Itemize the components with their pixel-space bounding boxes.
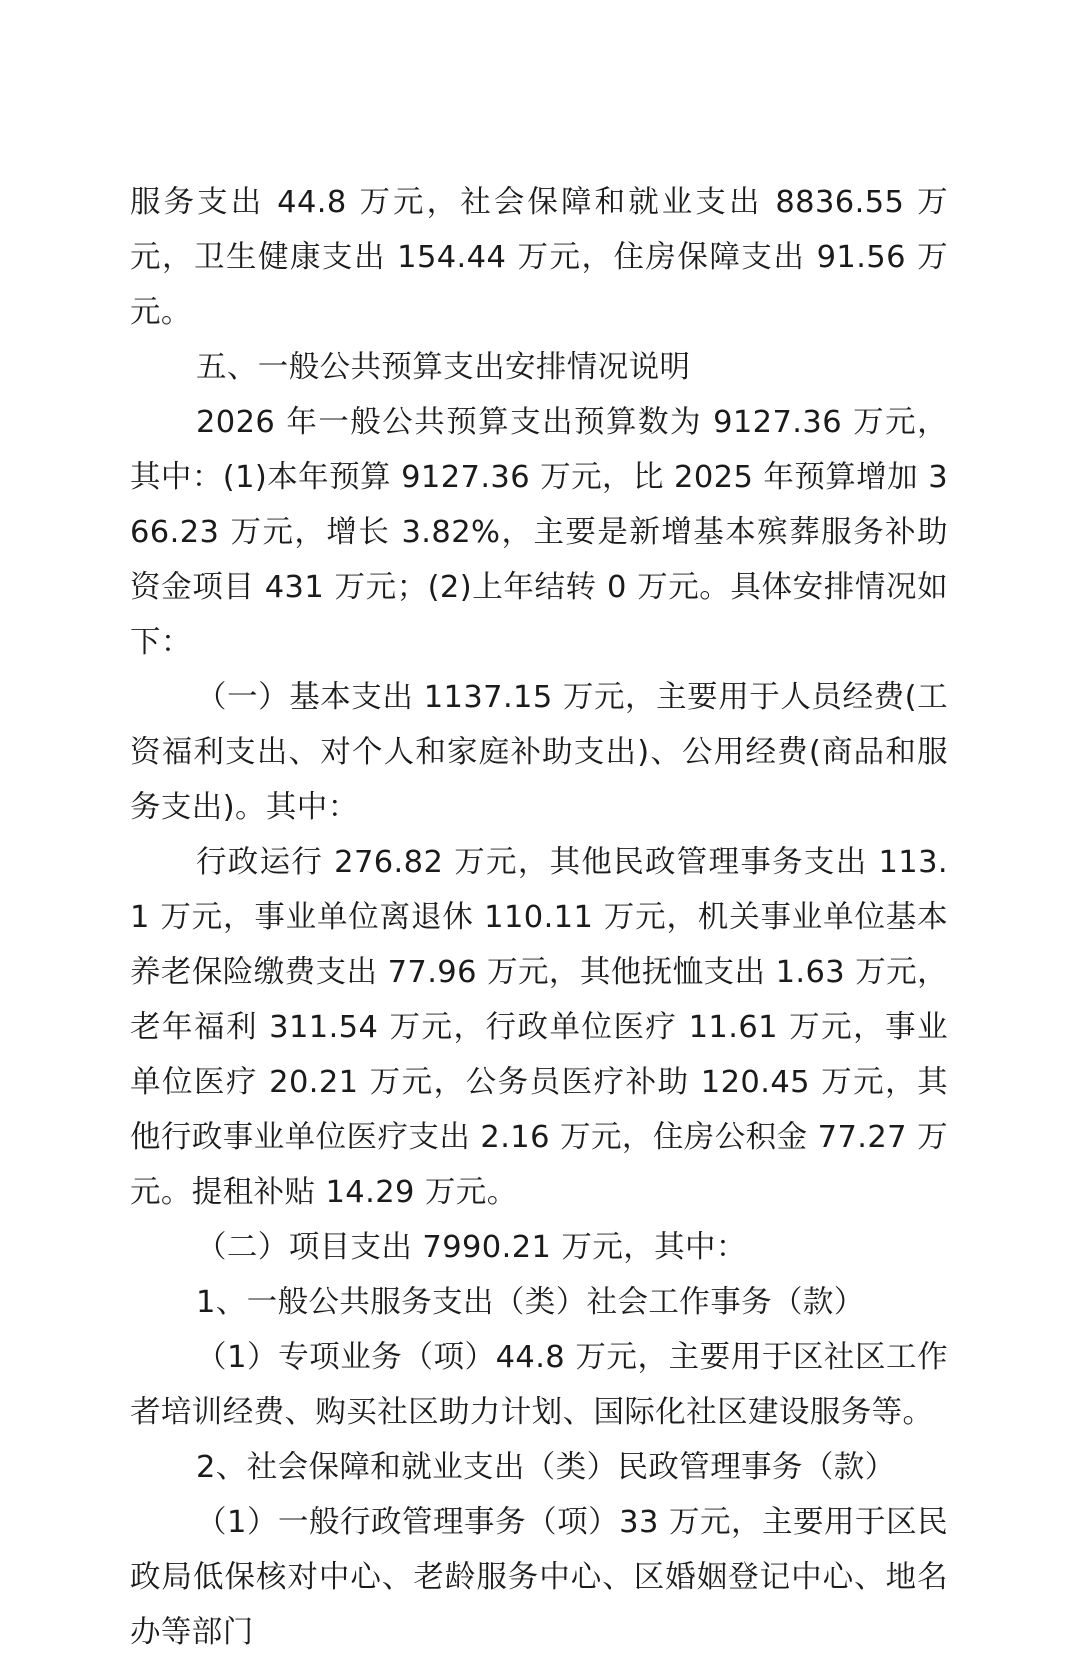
paragraph-continued-expenditures: 服务支出 44.8 万元，社会保障和就业支出 8836.55 万元，卫生健康支出 154.44 万元，住房保障支出 91.56 万元。 [130, 185, 948, 330]
paragraph-basic-expenditure: （一）基本支出 1137.15 万元，主要用于人员经费(工资福利支出、对个人和家庭补助支出)、公用经费(商品和服务支出)。其中： [130, 680, 948, 825]
paragraph-budget-total-2026: 2026 年一般公共预算支出预算数为 9127.36 万元，其中：(1)本年预算 9127.36 万元，比 2025 年预算增加 366.23 万元，增长 3.82%，主要是新增基本殡葬服务补助资金项目 431 万元；(2)上年结转 0 万元。具体安排情况如下： [130, 405, 948, 660]
paragraph-item-1-heading: 1、一般公共服务支出（类）社会工作事务（款） [196, 1285, 865, 1320]
paragraph-project-expenditure: （二）项目支出 7990.21 万元，其中： [196, 1230, 747, 1265]
document-body [130, 175, 948, 1660]
section-heading-five: 五、一般公共预算支出安排情况说明 [196, 350, 691, 385]
paragraph-item-1-detail: （1）专项业务（项）44.8 万元，主要用于区社区工作者培训经费、购买社区助力计划、国际化社区建设服务等。 [130, 1340, 948, 1430]
paragraph-basic-expenditure-breakdown: 行政运行 276.82 万元，其他民政管理事务支出 113.1 万元，事业单位离退休 110.11 万元，机关事业单位基本养老保险缴费支出 77.96 万元，其他抚恤支出 1.63 万元，老年福利 311.54 万元，行政单位医疗 11.61 万元，事业单位医疗 20.21 万元，公务员医疗补助 120.45 万元，其他行政事业单位医疗支出 2.16 万元，住房公积金 77.27 万元。提租补贴 14.29 万元。 [130, 845, 948, 1210]
paragraph-item-2-heading: 2、社会保障和就业支出（类）民政管理事务（款） [196, 1450, 896, 1485]
paragraph-item-2-detail: （1）一般行政管理事务（项）33 万元，主要用于区民政局低保核对中心、老龄服务中心、区婚姻登记中心、地名办等部门 [130, 1505, 948, 1650]
